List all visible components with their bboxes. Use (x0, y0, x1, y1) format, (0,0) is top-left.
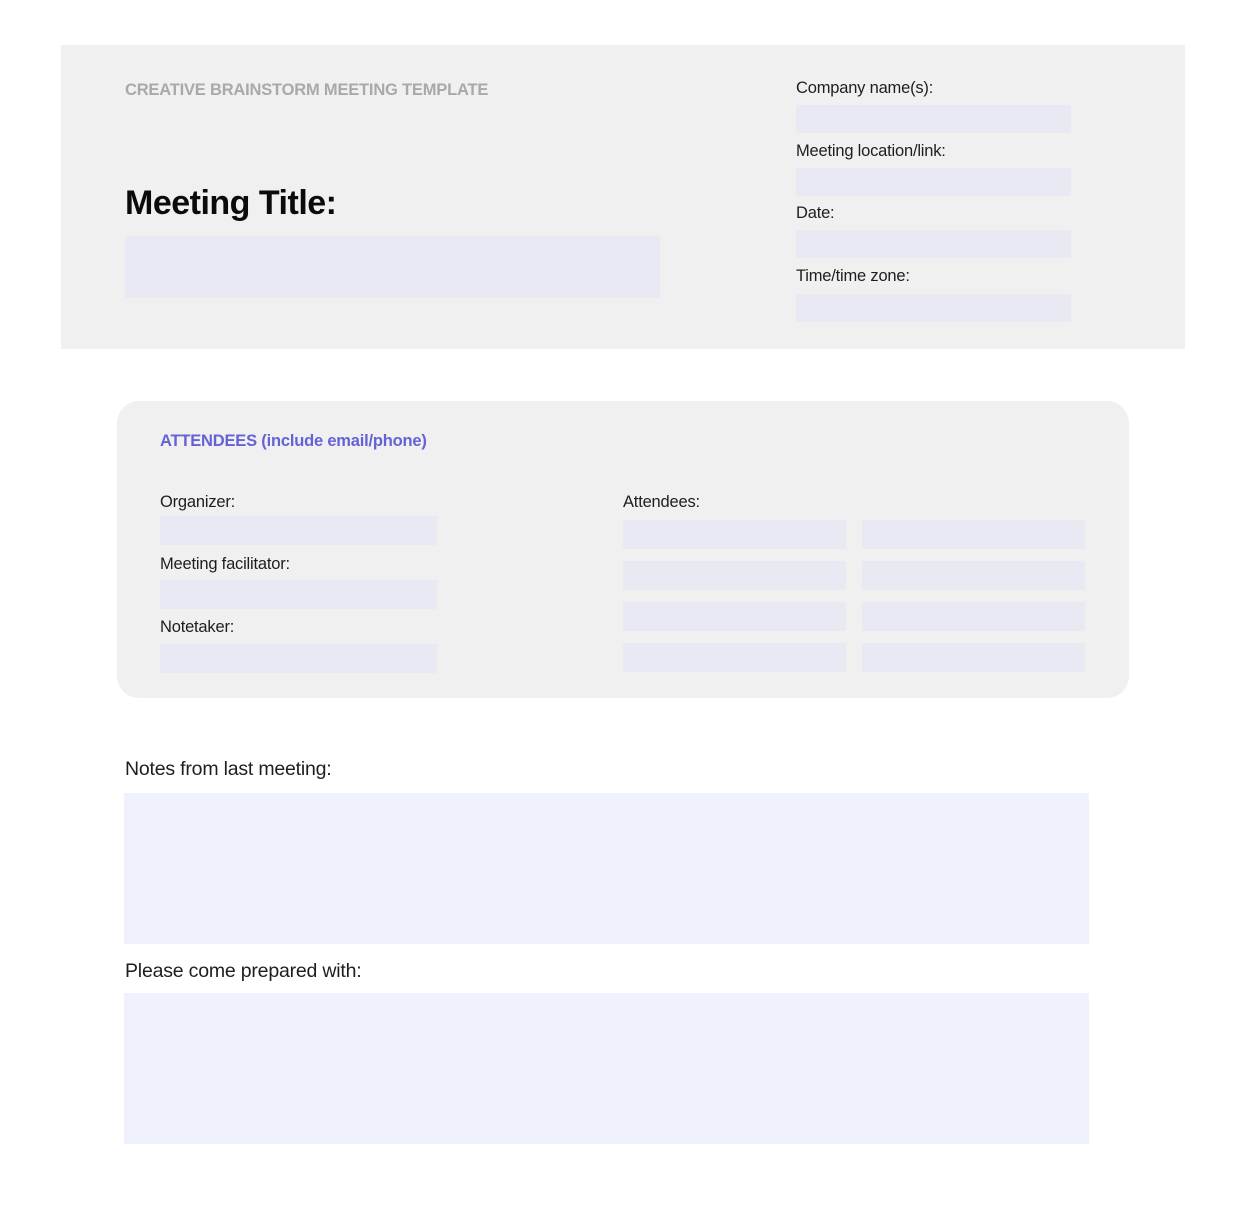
notes-last-meeting-label: Notes from last meeting: (125, 758, 332, 780)
meeting-facilitator-input[interactable] (160, 580, 437, 609)
date-input[interactable] (796, 230, 1071, 258)
attendee-input-7[interactable] (623, 643, 846, 672)
attendees-label: Attendees: (623, 493, 700, 511)
attendee-grid (623, 520, 1086, 672)
attendee-input-4[interactable] (862, 561, 1085, 590)
meeting-location-input[interactable] (796, 168, 1071, 196)
attendee-input-1[interactable] (623, 520, 846, 549)
meeting-facilitator-label: Meeting facilitator: (160, 555, 290, 573)
meeting-details (796, 45, 1096, 349)
come-prepared-label: Please come prepared with: (125, 960, 362, 982)
attendees-heading: ATTENDEES (include email/phone) (160, 432, 427, 450)
template-subtitle: CREATIVE BRAINSTORM MEETING TEMPLATE (125, 81, 489, 99)
meeting-location-label: Meeting location/link: (796, 142, 946, 160)
header-panel (61, 45, 1185, 349)
attendee-input-6[interactable] (862, 602, 1085, 631)
attendees-card (117, 401, 1129, 698)
meeting-title-input[interactable] (125, 236, 660, 298)
date-label: Date: (796, 204, 835, 222)
notetaker-label: Notetaker: (160, 618, 235, 636)
meeting-title-label: Meeting Title: (125, 184, 337, 222)
notes-last-meeting-textarea[interactable] (124, 793, 1089, 944)
attendee-input-2[interactable] (862, 520, 1085, 549)
time-zone-label: Time/time zone: (796, 267, 910, 285)
organizer-label: Organizer: (160, 493, 236, 511)
company-name-input[interactable] (796, 105, 1071, 133)
organizer-input[interactable] (160, 516, 437, 545)
notetaker-input[interactable] (160, 644, 437, 673)
time-zone-input[interactable] (796, 294, 1071, 322)
attendee-input-5[interactable] (623, 602, 846, 631)
attendee-input-8[interactable] (862, 643, 1085, 672)
come-prepared-textarea[interactable] (124, 993, 1089, 1144)
company-name-label: Company name(s): (796, 79, 934, 97)
attendee-input-3[interactable] (623, 561, 846, 590)
